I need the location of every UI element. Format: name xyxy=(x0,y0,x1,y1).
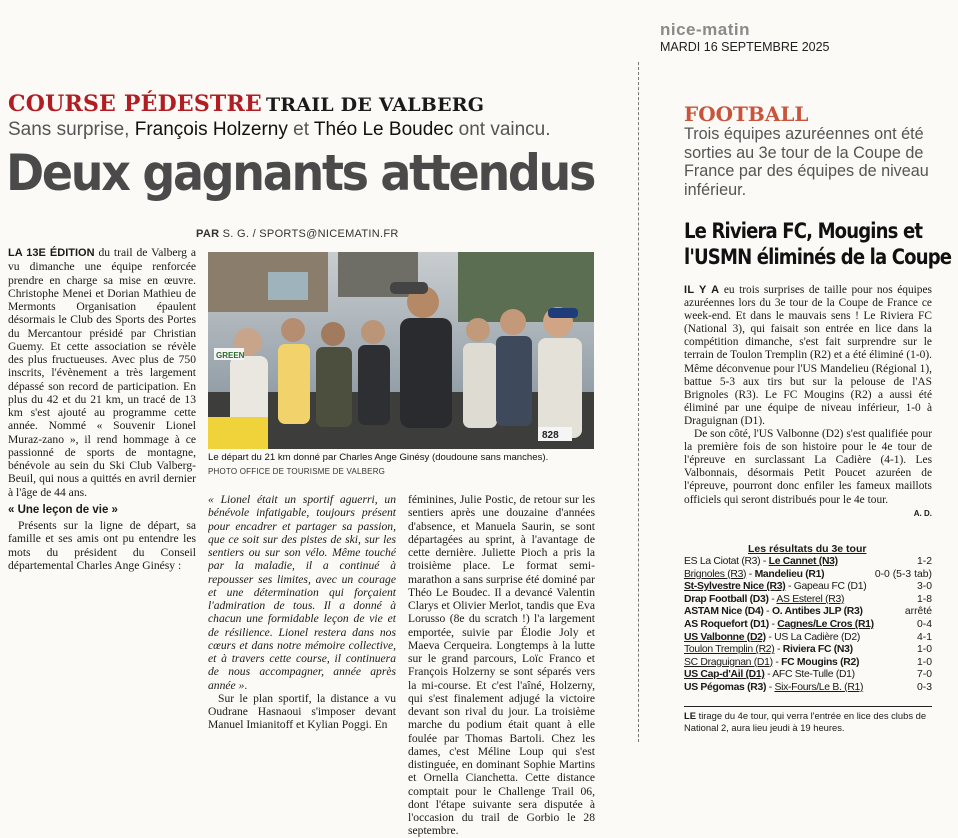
paragraph: du trail de Valberg a vu dimanche une équipe renforcée prendre en charge sa mise en œuvre. Christophe Menei et Dorian Mathieu de Mermonts Organisation épaulent désormais le Club des Sports des Portes du Mercantour présidé par Christian Guemy. Et cette association se révèle des plus fructueuses. Avec plus de 750 inscrits, l'évènement a très largement dépassé son record de participation. En plus du 42 et du 21 km, un tracé de 13 km s'est ajouté au programme cette année. Nommé « Souvenir Lionel Muraz-zano », il rend hommage à ce passionné de sports de montagne, bénévole au sein du Ski Club Valberg-Beuil, qui nous a quittés en avril dernier à l'âge de 44 ans. xyxy=(8,246,196,499)
result-teams xyxy=(684,606,863,619)
separator: - xyxy=(768,593,777,605)
quote: « Lionel était un sportif aguerri, un bénévole infatigable, toujours présent pour encadrer et partager sa passion, que ce soit sur des pistes de ski, sur les sentiers ou sur son vélo. Même touché par la maladie, il a continué à repousser ses limites, avec un courage et une détermination qui forçaient l'admiration de tous. Il a donné à chacun une formidable leçon de vie et de résilience. Lionel restera dans nos cœurs et dans notre mémoire collective, et à travers cette course, il continuera de nous accompagner, année après année » xyxy=(208,493,396,692)
separator: - xyxy=(772,656,782,668)
result-teams xyxy=(684,569,824,582)
away-team: Le Cannet (N3) xyxy=(768,556,838,567)
deck-text: et xyxy=(287,119,314,140)
headline-line: Le Riviera FC, Mougins et xyxy=(684,219,923,243)
football-article-body xyxy=(684,284,932,520)
paragraph: De son côté, l'US Valbonne (D2) s'est qualifiée pour la première fois de son histoire pour le 4e tour de l'épreuve en surclassant La Cadière (4-1). Les Valbonnais, désormais Petit Poucet azuréen de l'épreuve, pourront donc enfiler les fameux maillots officiels qui seront distribués pour le 4e tour. xyxy=(684,428,932,506)
article-column-3 xyxy=(408,493,595,838)
football-deck: Trois équipes azuréennes ont été sorties au 3e tour de la Coupe de France par des équipes de niveau inférieur. xyxy=(684,125,929,199)
article-headline: Deux gagnants attendus xyxy=(6,144,595,202)
result-row xyxy=(684,606,932,619)
deck-winner-1: François Holzerny xyxy=(134,119,288,140)
football-headline xyxy=(684,218,952,270)
photo-illustration xyxy=(208,252,594,449)
lead-in: IL Y A xyxy=(684,284,720,296)
footnote-lead: LE xyxy=(684,710,696,721)
deck-text: ont vaincu. xyxy=(453,119,551,140)
away-team: US La Cadière (D2) xyxy=(774,631,860,643)
home-team: AS Roquefort (D1) xyxy=(684,618,769,630)
result-row xyxy=(684,644,932,657)
separator: - xyxy=(746,568,755,580)
punctuation: . xyxy=(244,678,248,692)
result-row xyxy=(684,632,932,645)
footnote-text: tirage du 4e tour, qui verra l'entrée en lice des clubs de National 2, aura lieu jeudi à 19 heures. xyxy=(684,710,927,733)
draw-footnote xyxy=(684,706,932,734)
result-teams xyxy=(684,556,838,569)
score: 3-0 xyxy=(916,581,932,593)
away-team: Six-Fours/Le B. (R1) xyxy=(774,681,864,693)
score: 1-8 xyxy=(916,593,932,605)
photo-caption: Le départ du 21 km donné par Charles Ange Ginésy (doudoune sans manches). xyxy=(208,452,549,463)
article-column-1 xyxy=(8,246,196,572)
home-team: Drap Football (D3) xyxy=(684,593,769,605)
result-teams xyxy=(684,632,860,645)
result-teams xyxy=(684,669,855,682)
score: 0-4 xyxy=(916,618,932,630)
byline xyxy=(196,228,399,240)
section-rubric xyxy=(8,91,484,117)
score: 7-0 xyxy=(916,669,932,681)
subheading: « Une leçon de vie » xyxy=(8,503,118,516)
away-team: FC Mougins (R2) xyxy=(781,656,860,668)
byline-par: PAR xyxy=(196,228,220,240)
score: 1-0 xyxy=(916,644,932,656)
separator: - xyxy=(774,644,783,656)
section-rubric-football: FOOTBALL xyxy=(684,102,809,126)
article-deck xyxy=(8,119,551,141)
home-team: US Pégomas (R3) xyxy=(684,681,767,693)
score: 0-3 xyxy=(916,681,932,693)
home-team: St-Sylvestre Nice (R3) xyxy=(684,581,786,593)
newspaper-brand: nice-matin xyxy=(660,20,751,39)
bib-text: GREEN xyxy=(216,351,245,360)
race-start-photo xyxy=(208,252,594,449)
away-team: Gapeau FC (D1) xyxy=(793,581,867,593)
away-team: AS Esterel (R3) xyxy=(776,593,845,605)
issue-date: MARDI 16 SEPTEMBRE 2025 xyxy=(660,40,830,54)
column-divider xyxy=(638,62,639,742)
separator: - xyxy=(760,556,769,567)
rubric-subtitle: TRAIL DE VALBERG xyxy=(265,94,485,116)
results-title: Les résultats du 3e tour xyxy=(748,543,867,555)
home-team: Brignoles (R3) xyxy=(684,568,747,580)
separator: - xyxy=(765,631,775,643)
home-team: US Valbonne (D2) xyxy=(684,631,766,643)
result-row xyxy=(684,569,932,582)
away-team: AFC Ste-Tulle (D1) xyxy=(772,669,855,681)
result-row xyxy=(684,619,932,632)
result-teams xyxy=(684,644,853,657)
result-row xyxy=(684,594,932,607)
separator: - xyxy=(768,618,778,630)
photo-credit: PHOTO OFFICE DE TOURISME DE VALBERG xyxy=(208,467,386,476)
score: 4-1 xyxy=(916,631,932,643)
away-team: Mandelieu (R1) xyxy=(754,568,825,580)
away-team: Riviera FC (N3) xyxy=(782,644,853,656)
home-team: ASTAM Nice (D4) xyxy=(684,606,764,618)
result-teams xyxy=(684,594,844,607)
byline-author: S. G. / SPORTS@NICEMATIN.FR xyxy=(219,228,399,240)
article-column-2 xyxy=(208,493,396,736)
paragraph: Présents sur la ligne de départ, sa famille et ses amis ont pu entendre les mots du président du Conseil départemental Charles Ange Ginésy : xyxy=(8,519,196,572)
separator: - xyxy=(766,681,775,693)
rubric-label: COURSE PÉDESTRE xyxy=(8,91,262,117)
score: arrêté xyxy=(904,606,932,618)
home-team: ES La Ciotat (R3) xyxy=(684,556,761,567)
headline-line: l'USMN éliminés de la Coupe xyxy=(684,245,952,269)
result-teams xyxy=(684,657,859,670)
deck-text: Sans surprise, xyxy=(8,119,135,140)
paragraph: eu trois surprises de taille pour nos équipes azuréennes lors du 3e tour de la Coupe de France ce week-end. Et dans le mauvais sens ! Le Riviera FC (National 3), qui faisait son entrée en lice dans la compétition dimanche, s'est fait surprendre sur le terrain de Toulon Tremplin (R2) et a été éliminé (1-0). Même déconvenue pour l'US Mandelieu (Régional 1), battue 5-3 aux tirs but sur la pelouse de l'AS Brignoles (R3). Le FC Mougins (R2) a aussi été éliminé par une équipe de niveau inférieur, 1-0 à Draguignan (D1). xyxy=(684,284,932,427)
result-row xyxy=(684,581,932,594)
deck-winner-2: Théo Le Boudec xyxy=(313,119,454,140)
separator: - xyxy=(785,581,794,593)
result-row xyxy=(684,657,932,670)
result-teams xyxy=(684,682,863,695)
score: 1-2 xyxy=(916,556,932,567)
result-teams xyxy=(684,619,874,632)
score: 0-0 (5-3 tab) xyxy=(874,568,932,580)
home-team: SC Draguignan (D1) xyxy=(684,656,773,668)
score: 1-0 xyxy=(916,656,932,668)
result-row xyxy=(684,669,932,682)
result-row xyxy=(684,556,932,569)
results-table xyxy=(684,556,932,695)
separator: - xyxy=(764,669,773,681)
bib-number: 828 xyxy=(542,430,559,441)
result-row xyxy=(684,682,932,695)
home-team: Toulon Tremplin (R2) xyxy=(684,644,775,656)
away-team: Cagnes/Le Cros (R1) xyxy=(777,618,874,630)
home-team: US Cap-d'Ail (D1) xyxy=(684,669,765,681)
separator: - xyxy=(763,606,772,618)
paragraph: Sur le plan sportif, la distance a vu Oudrane Hasnaoui s'imposer devant Manuel Imianitoff et Kylian Poggi. En xyxy=(208,691,396,732)
away-team: O. Antibes JLP (R3) xyxy=(771,606,863,618)
lead-in: LA 13E ÉDITION xyxy=(8,247,95,259)
result-teams xyxy=(684,581,866,594)
paragraph-continued: féminines, Julie Postic, de retour sur les sentiers après une douzaine d'années d'absence, et Manuela Saurin, se sont départagées au sprint, à l'avantage de cette dernière. Juliette Pioch a pris la troisième place. Le format semi-marathon a sans surprise été dominé par Théo Le Boudec. Il a devancé Valentin Clarys et Olivier Merlot, tandis que Eva Lorusso (8e du scratch !) l'a largement emportée, suivie par Élodie Joly et Maeva Cerqueira. Longtemps à la lutte sur le grand parcours, Loïc Franco et François Holzerny se sont séparés vers la mi-course. Et c'est l'aîné, Holzerny, qui s'est finalement adjugé la victoire devant son rival du jour. La troisième marche du podium était quant à elle foulée par Thomas Bartoli. Chez les dames, c'est Méline Loup qui s'est distinguée, en dominant Sophie Martins et Ornella Cianchetta. Cette distance comptait pour le Challenge Trail 06, dont l'étape suivante sera disputée à l'occasion du trail de Gorbio le 28 septembre. xyxy=(408,493,595,838)
author-signature: A. D. xyxy=(913,508,932,518)
